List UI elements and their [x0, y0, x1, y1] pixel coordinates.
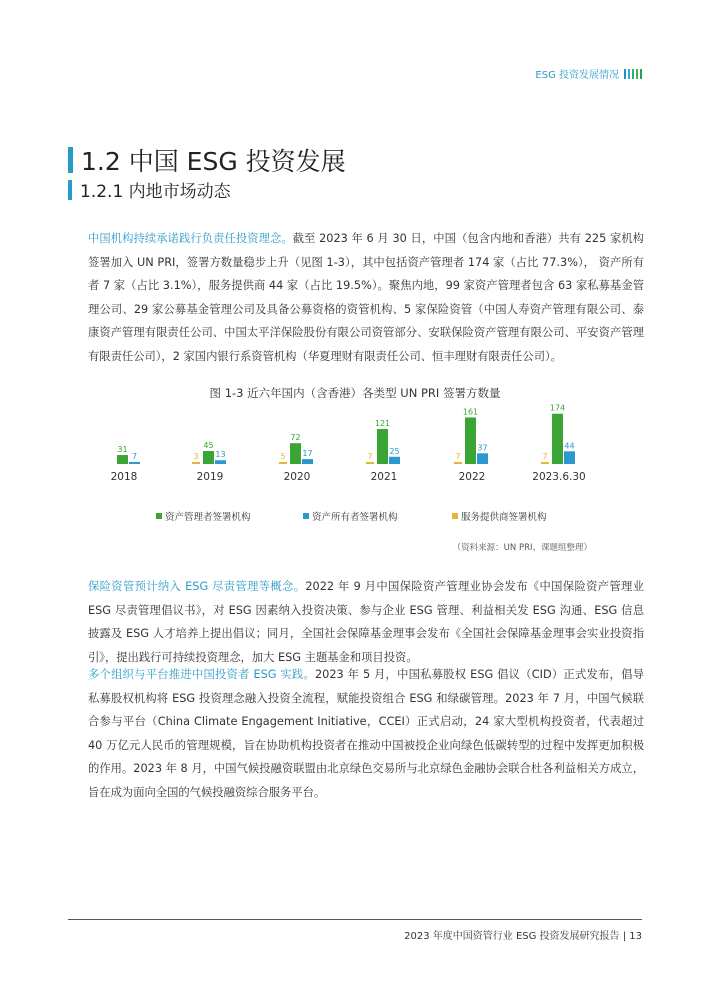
bar-service-provider — [366, 462, 374, 464]
data-label: 3 — [193, 452, 199, 461]
bar-asset-manager — [377, 429, 388, 464]
legend-swatch — [303, 513, 309, 519]
bar-asset-owner — [564, 451, 575, 464]
heading-marker — [68, 147, 73, 173]
data-label: 37 — [477, 443, 488, 453]
paragraph-1-lead: 中国机构持续承诺践行负责任投资理念。 — [88, 232, 293, 245]
bar-service-provider — [454, 462, 462, 464]
chart-source: （资料来源：UN PRI、课题组整理） — [452, 543, 592, 553]
data-label: 121 — [374, 419, 391, 429]
x-tick-label: 2023.6.30 — [532, 471, 586, 483]
data-label: 44 — [564, 441, 575, 451]
paragraph-3 — [88, 663, 644, 804]
legend-swatch — [452, 513, 458, 519]
bar-asset-owner — [129, 462, 140, 464]
header-bar — [632, 69, 634, 79]
data-label: 31 — [117, 445, 128, 455]
bar-asset-owner — [389, 457, 400, 464]
data-label: 72 — [290, 433, 301, 443]
subsection-title: 1.2.1 内地市场动态 — [80, 182, 231, 202]
bar-service-provider — [192, 462, 200, 464]
data-label: 161 — [462, 407, 479, 417]
data-label: 7 — [542, 451, 548, 461]
legend-swatch — [156, 513, 162, 519]
header-bar — [624, 69, 626, 79]
paragraph-2 — [88, 575, 644, 669]
running-header-title: ESG 投资发展情况 — [535, 70, 619, 81]
bar-asset-owner — [215, 460, 226, 464]
bar-service-provider — [279, 462, 287, 464]
paragraph-1-body: 截至 2023 年 6 月 30 日，中国（包含内地和香港）共有 225 家机构签署加入 UN PRI，签署方数量稳步上升（见图 1-3），其中包括资产管理者 174 家（占比 77.3%）， 资产所有者 7 家（占比 3.1%），服务提供商 44 家（占比 19.5%）。聚焦内地，99 家资产管理者包含 63 家私募基金管理公司、29 家公募基金管理公司及具备公募资格的资管机构、5 家保险资管（中国人寿资产管理有限公司、泰康资产管理有限责任公司、中国太平洋保险股份有限公司资管部分、安联保险资产管理有限公司、平安资产管理有限责任公司），2 家国内银行系资管机构（华夏理财有限责任公司、恒丰理财有限责任公司）。 — [88, 232, 644, 363]
paragraph-2-body: 2022 年 9 月中国保险资产管理业协会发布《中国保险资产管理业 ESG 尽责管理倡议书》，对 ESG 因素纳入投资决策、参与企业 ESG 管理、利益相关发 ESG 沟通、ESG 信息披露及 ESG 人才培养上提出倡议；同月，全国社会保障基金理事会发布《全国社会保障基金理事会实业投资指引》，提出践行可持续投资理念，加大 ESG 主题基金和项目投资。 — [88, 580, 644, 664]
data-label: 7 — [455, 451, 461, 461]
x-tick-label: 2018 — [110, 471, 138, 483]
header-bar — [636, 69, 638, 79]
header-bar — [640, 69, 642, 79]
bar-asset-manager — [290, 443, 301, 464]
data-label: 13 — [215, 450, 226, 460]
x-tick-label: 2021 — [370, 471, 398, 483]
subheading-marker — [68, 180, 72, 200]
data-label: 45 — [203, 441, 214, 450]
data-label: 7 — [131, 451, 138, 461]
paragraph-2-lead: 保险资管预计纳入 ESG 尽责管理等概念。 — [88, 580, 306, 593]
data-label: 25 — [389, 446, 400, 456]
bar-asset-owner — [302, 459, 313, 464]
bar-service-provider — [541, 462, 549, 464]
bar-asset-owner — [477, 453, 488, 464]
paragraph-3-lead: 多个组织与平台推进中国投资者 ESG 实践。 — [88, 668, 315, 681]
header-bars-decoration — [624, 69, 642, 79]
header-bar — [628, 69, 630, 79]
legend-label: 服务提供商签署机构 — [461, 512, 547, 523]
bar-asset-manager — [203, 451, 214, 464]
bar-asset-manager — [117, 455, 128, 464]
data-label: 174 — [549, 403, 566, 413]
x-tick-label: 2019 — [196, 471, 224, 483]
chart-title: 图 1-3 近六年国内（含香港）各类型 UN PRI 签署方数量 — [209, 386, 501, 400]
subsection-heading — [68, 177, 231, 202]
paragraph-3-body: 2023 年 5 月，中国私募股权 ESG 倡议（CID）正式发布，倡导私募股权机构将 ESG 投资理念融入投资全流程，赋能投资组合 ESG 和绿碳管理。2023 年 7 月，中国气候联合参与平台（China Climate Engagement Initiative，CCEI）正式启动，24 家大型机构投资者，代表超过 40 万亿元人民币的管理规模，旨在协助机构投资者在推动中国被投企业向绿色低碳转型的过程中发挥更加积极的作用。2023 年 8 月，中国气候投融资联盟由北京绿色交易所与北京绿色金融协会联合杜各利益相关方成立，旨在成为面向全国的气候投融资综合服务平台。 — [88, 668, 644, 799]
legend-label: 资产所有者签署机构 — [312, 512, 398, 523]
running-header — [535, 66, 642, 81]
x-tick-label: 2020 — [283, 471, 311, 483]
bar-asset-manager — [552, 414, 563, 464]
paragraph-1 — [88, 227, 644, 368]
data-label: 5 — [280, 452, 286, 461]
footer-text: 2023 年度中国资管行业 ESG 投资发展研究报告 | 13 — [404, 931, 642, 942]
legend-label: 资产管理者签署机构 — [165, 512, 251, 523]
data-label: 7 — [367, 451, 373, 461]
section-title: 1.2 中国 ESG 投资发展 — [81, 147, 346, 176]
footer-divider — [68, 919, 642, 920]
data-label: 17 — [302, 449, 313, 459]
x-tick-label: 2022 — [458, 471, 486, 483]
section-heading — [68, 142, 346, 178]
bar-asset-manager — [465, 417, 476, 464]
pri-signatories-bar-chart — [0, 400, 710, 535]
